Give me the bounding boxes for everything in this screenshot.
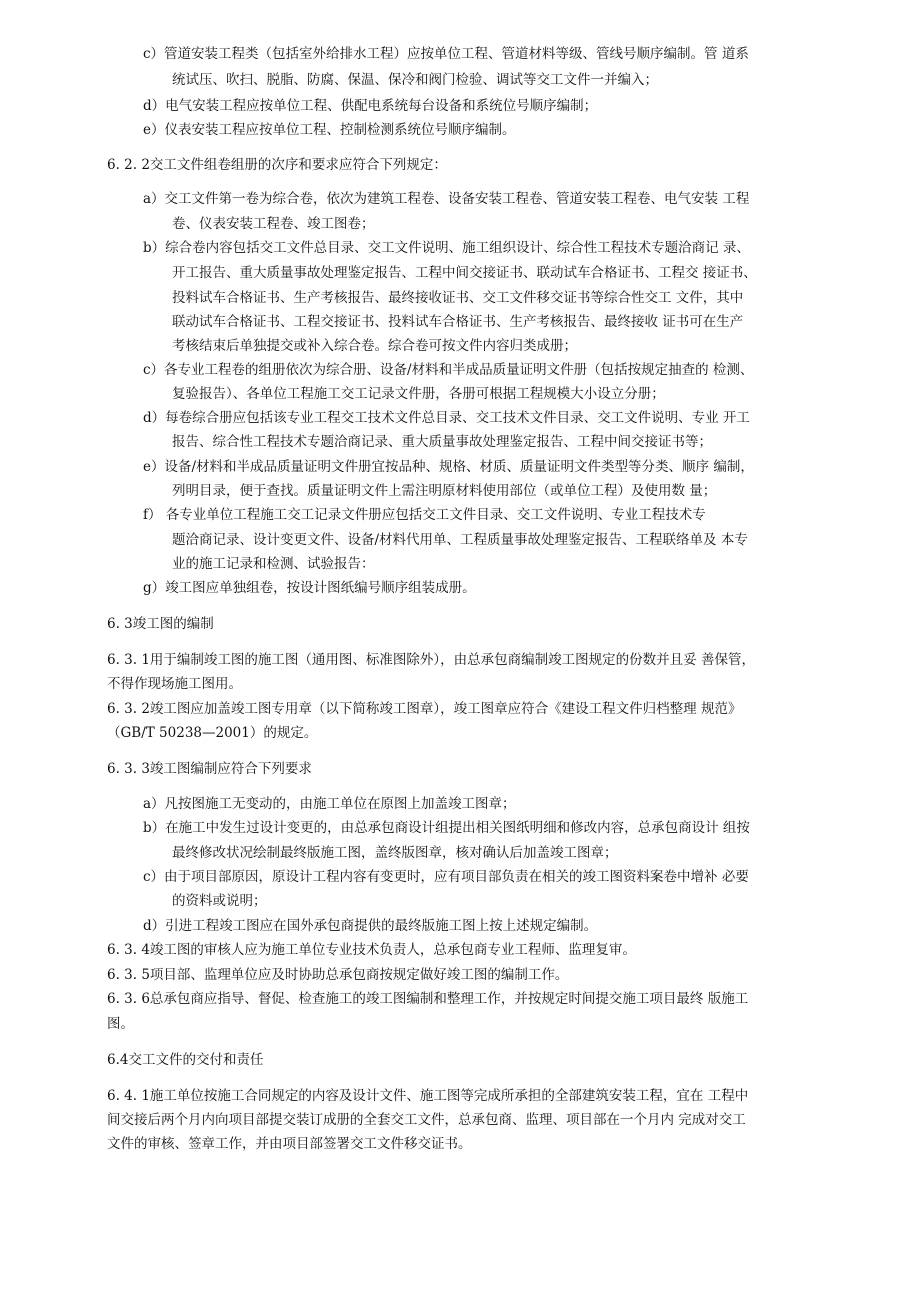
clause-6-4-1-line2: 间交接后两个月内向项目部提交装订成册的全套交工文件，总承包商、监理、项目部在一个月内 完成对交工 — [107, 1112, 746, 1128]
section-heading-6-3: 6. 3竣工图的编制 — [107, 616, 214, 632]
list-item-e2-line1: e）设备/材料和半成品质量证明文件册宜按品种、规格、材质、质量证明文件类型等分类、顺序 编制， — [143, 459, 754, 475]
clause-6-3-1-line1: 6. 3. 1用于编制竣工图的施工图（通用图、标准图除外），由总承包商编制竣工图规定的份数并且妥 善保管， — [107, 652, 755, 668]
clause-6-4-1-line1: 6. 4. 1施工单位按施工合同规定的内容及设计文件、施工图等完成所承担的全部建筑安装工程，宜在 工程中 — [107, 1088, 749, 1104]
list-item-c2-line2: 复验报告）、各单位工程施工交工记录文件册，各册可根据工程规模大小设立分册； — [172, 386, 665, 402]
req-item-c-line2: 的资料或说明； — [172, 893, 267, 909]
clause-6-4-1-line3: 文件的审核、签章工作，并由项目部签署交工文件移交证书。 — [107, 1136, 472, 1152]
section-heading-6-4: 6.4交工文件的交付和责任 — [107, 1052, 264, 1068]
clause-6-3-2-line2: （GB/T 50238—2001）的规定。 — [107, 725, 318, 741]
section-heading-6-2-2: 6. 2. 2交工文件组卷组册的次序和要求应符合下列规定： — [107, 157, 447, 173]
list-item-f-line2: 题洽商记录、设计变更文件、设备/材料代用单、工程质量事故处理鉴定报告、工程联络单及 本专 — [172, 532, 748, 548]
req-item-c-line1: c）由于项目部原因，原设计工程内容有变更时，应有项目部负责在相关的竣工图资料案卷中增补 必要 — [143, 869, 749, 885]
list-item-e2-line2: 列明目录，便于查找。质量证明文件上需注明原材料使用部位（或单位工程）及使用数 量； — [172, 483, 717, 499]
clause-6-3-6-line1: 6. 3. 6总承包商应指导、督促、检查施工的竣工图编制和整理工作，并按规定时间提交施工项目最终 版施工 — [107, 991, 749, 1007]
list-item-b-line2: 开工报告、重大质量事故处理鉴定报告、工程中间交接证书、联动试车合格证书、工程交 接证书、 — [172, 265, 757, 281]
list-item-b-line3: 投料试车合格证书、生产考核报告、最终接收证书、交工文件移交证书等综合性交工 文件，其中 — [172, 290, 744, 306]
list-item-b-line4: 联动试车合格证书、工程交接证书、投料试车合格证书、生产考核报告、最终接收 证书可在生产 — [172, 314, 744, 330]
list-item-c-line1: c）管道安装工程类（包括室外给排水工程）应按单位工程、管道材料等级、管线号顺序编制。管 道系 — [143, 46, 749, 62]
list-item-g: g）竣工图应单独组卷，按设计图纸编号顺序组装成册。 — [143, 580, 476, 596]
clause-6-3-3: 6. 3. 3竣工图编制应符合下列要求 — [107, 761, 312, 777]
clause-6-3-6-line2: 图。 — [107, 1016, 134, 1032]
clause-6-3-5: 6. 3. 5项目部、监理单位应及时协助总承包商按规定做好竣工图的编制工作。 — [107, 967, 569, 983]
req-item-b-line1: b）在施工中发生过设计变更的，由总承包商设计组提出相关图纸明细和修改内容，总承包商设计 组按 — [143, 820, 750, 836]
req-item-b-line2: 最终修改状况绘制最终版施工图，盖终版图章，核对确认后加盖竣工图章； — [172, 845, 618, 861]
clause-6-3-4: 6. 3. 4竣工图的审核人应为施工单位专业技术负责人，总承包商专业工程师、监理复审。 — [107, 942, 636, 958]
list-item-c-line2: 统试压、吹扫、脱脂、防腐、保温、保冷和阀门检验、调试等交工文件一并编入； — [172, 72, 658, 88]
clause-6-3-2-line1: 6. 3. 2竣工图应加盖竣工图专用章（以下简称竣工图章），竣工图章应符合《建设工程文件归档整理 规范》 — [107, 701, 742, 717]
list-item-a-line2: 卷、仪表安装工程卷、竣工图卷； — [172, 216, 375, 232]
list-item-c2-line1: c）各专业工程卷的组册依次为综合册、设备/材料和半成品质量证明文件册（包括按规定抽查的 检测、 — [143, 362, 754, 378]
list-item-d: d）电气安装工程应按单位工程、供配电系统每台设备和系统位号顺序编制； — [143, 98, 598, 114]
list-item-e: e）仪表安装工程应按单位工程、控制检测系统位号顺序编制。 — [143, 122, 516, 138]
list-item-d2-line2: 报告、综合性工程技术专题洽商记录、重大质量事故处理鉴定报告、工程中间交接证书等； — [172, 434, 712, 450]
clause-6-3-1-line2: 不得作现场施工图用。 — [107, 676, 242, 692]
list-item-b-line5: 考核结束后单独提交或补入综合卷。综合卷可按文件内容归类成册； — [172, 338, 577, 354]
list-item-f-line1: f） 各专业单位工程施工交工记录文件册应包括交工文件目录、交工文件说明、专业工程技术专 — [143, 507, 706, 523]
list-item-f-line3: 业的施工记录和检测、试验报告： — [172, 556, 375, 572]
list-item-b-line1: b）综合卷内容包括交工文件总目录、交工文件说明、施工组织设计、综合性工程技术专题洽商记 录、 — [143, 240, 750, 256]
list-item-a-line1: a）交工文件第一卷为综合卷，依次为建筑工程卷、设备安装工程卷、管道安装工程卷、电气安装 工程 — [143, 191, 750, 207]
req-item-d: d）引进工程竣工图应在国外承包商提供的最终版施工图上按上述规定编制。 — [143, 918, 598, 934]
list-item-d2-line1: d）每卷综合册应包括该专业工程交工技术文件总目录、交工技术文件目录、交工文件说明、专业 开工 — [143, 410, 750, 426]
req-item-a: a）凡按图施工无变动的，由施工单位在原图上加盖竣工图章； — [143, 796, 516, 812]
